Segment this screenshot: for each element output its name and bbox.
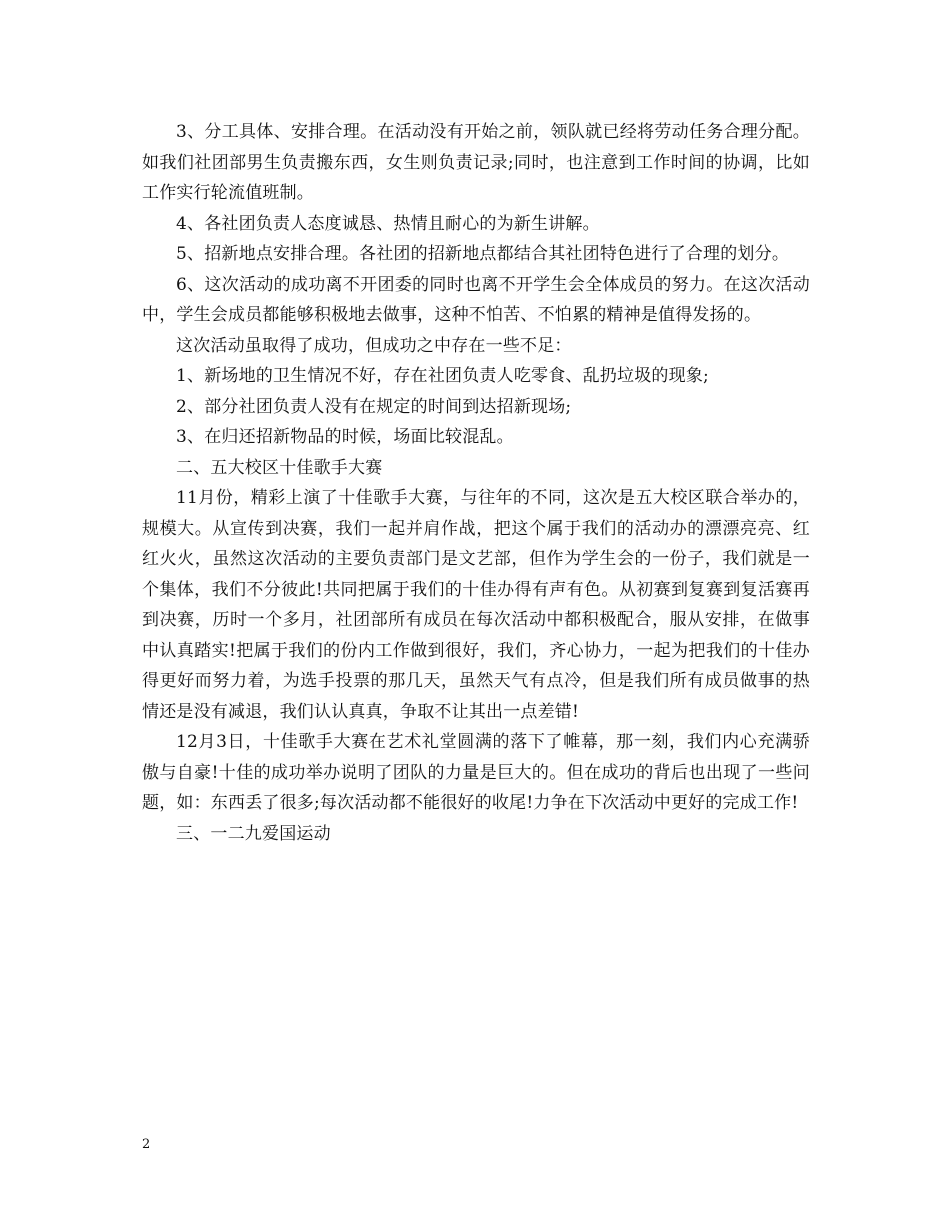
section-heading-singer-contest: 二、五大校区十佳歌手大赛 [176,457,383,478]
paragraph-point-5-recruitment-location: 5、招新地点安排合理。各社团的招新地点都结合其社团特色进行了合理的划分。 [176,244,790,264]
paragraph-point-6-success-factors: 6、这次活动的成功离不开团委的同时也离不开学生会全体成员的努力。在这次活动中，学生会成员都能够积极地去做事，这种不怕苦、不怕累的精神是值得发扬的。 [142,274,810,325]
paragraph-shortcoming-1: 1、新场地的卫生情况不好，存在社团负责人吃零食、乱扔垃圾的现象; [176,366,709,386]
paragraph-singer-contest-december: 12月3日，十佳歌手大赛在艺术礼堂圆满的落下了帷幕，那一刻，我们内心充满骄傲与自豪!十佳的成功举办说明了团队的力量是巨大的。但在成功的背后也出现了一些问题，如：东西丢了很多;每次活动都不能很好的收尾!力争在下次活动中更好的完成工作! [142,732,810,813]
paragraph-shortcoming-3: 3、在归还招新物品的时候，场面比较混乱。 [176,427,514,447]
section-heading-patriotic-movement: 三、一二九爱国运动 [176,823,331,844]
page-number: 2 [142,1137,151,1152]
paragraph-shortcoming-2: 2、部分社团负责人没有在规定的时间到达招新现场; [176,396,572,417]
document-body [142,117,810,849]
paragraph-singer-contest-november: 11月份，精彩上演了十佳歌手大赛，与往年的不同，这次是五大校区联合举办的，规模大。从宣传到决赛，我们一起并肩作战，把这个属于我们的活动办的漂漂亮亮、红红火火，虽然这次活动的主要负责部门是文艺部，但作为学生会的一份子，我们就是一个集体，我们不分彼此!共同把属于我们的十佳办得有声有色。从初赛到复赛到复活赛再到决赛，历时一个多月，社团部所有成员在每次活动中都积极配合，服从安排，在做事中认真踏实!把属于我们的份内工作做到很好，我们，齐心协力，一起为把我们的十佳办得更好而努力着，为选手投票的那几天，虽然天气有点冷，但是我们所有成员做事的热情还是没有减退，我们认认真真，争取不让其出一点差错! [142,488,810,722]
paragraph-point-4-leaders-attitude: 4、各社团负责人态度诚恳、热情且耐心的为新生讲解。 [176,213,600,234]
paragraph-shortcomings-intro: 这次活动虽取得了成功，但成功之中存在一些不足： [176,335,572,356]
paragraph-point-3-division-of-labor: 3、分工具体、安排合理。在活动没有开始之前，领队就已经将劳动任务合理分配。如我们社团部男生负责搬东西，女生则负责记录;同时，也注意到工作时间的协调，比如工作实行轮流值班制。 [142,122,810,203]
